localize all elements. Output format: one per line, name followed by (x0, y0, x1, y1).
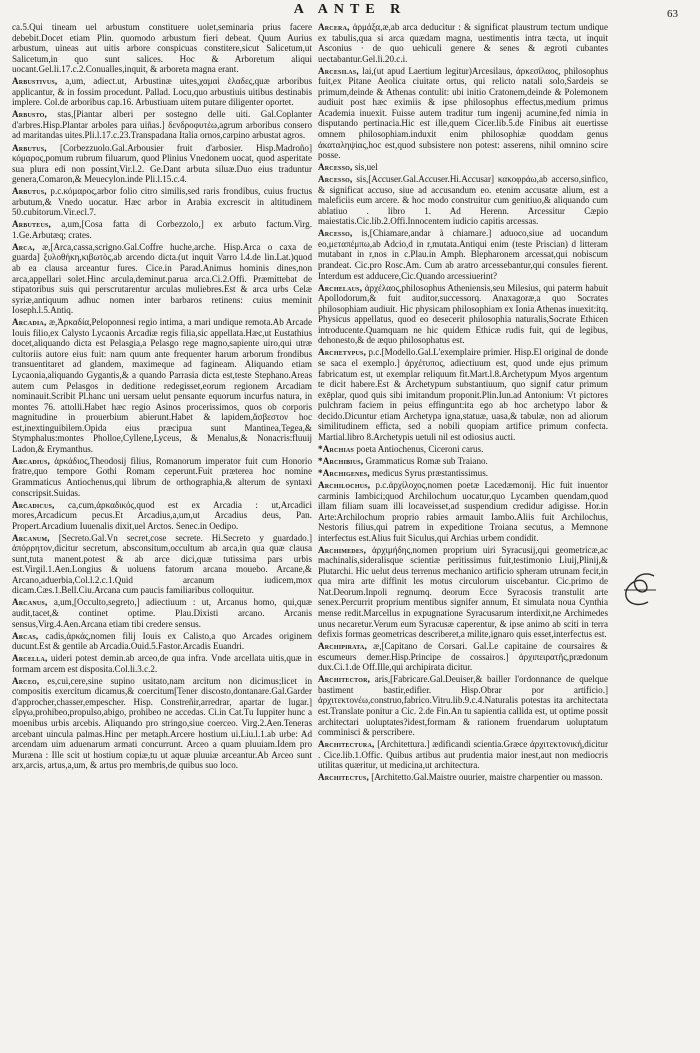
entry-headword: Arcesso, (318, 228, 353, 239)
dictionary-entry (12, 317, 312, 454)
dictionary-entry (12, 500, 312, 532)
entry-text: p.c.[Modello.Gal.L'exemplaire primier. Hisp.El original de donde se saca el exemplo.] ἀρχέτυπος, adiectiuum est, quod unde ejus primum fabricatum est, ut exemplar reliquum fit.Mart.l.8.Archetypum Myos argentum te dicit habere.Est & Archetypum substantiuum, quo signif catur primum exēplar, quod quis sibi imitandum proponit.Plin.Iun.ad Antonium: Vt pictores pulchram faciem in peius effingunt:ita ego ab hoc archetypo labor & decido.Dicuntur etiam Archetypa igna,statuæ, uasa,& tabulæ, non ad aliorum similitudinem efficta, sed a nobili quopiam artifice primum confecta. Martial.libro 8.Archetypis uetuli nil est odiosius aucti. (318, 347, 608, 442)
entry-text: ἁρμάξα,æ,ab arca deducitur : & significat plaustrum tectum undique ex tabulis,qua si arca quædam magna, uestimentis intra tæcta, ut inquit Asconius · de quo uehiculi genere & senes & ægroti cubantes uectabantur.Gel.li.20.c.i. (318, 22, 608, 64)
dictionary-entry (318, 772, 608, 783)
entry-headword: Architectus, (318, 772, 369, 783)
entry-headword: Archipirata, (318, 641, 368, 652)
entry-headword: Arbustivus, (12, 76, 58, 87)
entry-text: sis,uel (354, 162, 378, 173)
entry-text: ca,cum,ἀρκαδικός,quod est ex Arcadia : ut,Arcadici mores,Arcadicum pecus.Et Arcadius,a,um,ut Arcadius deus, Pan. Propert.Arcadium Iuuenalis dixit,uel Arctos. Senec.in Oedipo. (12, 499, 312, 531)
entry-text: [Secreto.Gal.Vn secret,cose secrete. Hi.Secreto y guardado.] ἀπόρρητον,dicitur secretum, absconsitum,occultum ab arca,in qua quæ clausa sunt,tuta manent.potest & ab arce dici,quæ tutissima pars urbis est.Virgil.1.Aen.Longius & uoluens fatorum arcana mouebo. Arcane,& Arcano,aduerbia,Col.l.2.c.1.Quid arcanum iudicem,mox dicam.Cæs.1.Bell.Ciu.Arcana cum paucis familiaribus colloquitur. (12, 532, 313, 596)
running-head: A ANTE R (293, 2, 407, 17)
dictionary-entry (318, 347, 608, 442)
dictionary-entry (12, 456, 312, 498)
dictionary-entry (318, 444, 608, 455)
entry-headword: *Archigenes, (318, 467, 370, 478)
entry-headword: Arcadicus, (12, 499, 55, 510)
entry-headword: Arcadius, (12, 455, 50, 466)
dictionary-entry (12, 676, 312, 771)
entry-headword: Architectura, (318, 739, 375, 750)
entry-text: cadis,ἀρκάς,nomen filij Iouis ex Calisto,a quo Arcades originem ducunt.Est & gentile ab Arcadia.Ouid.5.Fastor.Arcadis Euandri. (12, 630, 312, 652)
dictionary-entry (12, 631, 312, 652)
entry-text: ca.5.Qui tineam uel arbustum constituere uolet,seminaria prius facere debebit.Docet etiam Plin. quomodo arbustum fieri debeat. Quum Aurius arbustum, uineas aut uitis arbore conspicuas constitere,sicut Salicetum,ut Salicetum,in quo sunt salices. Hoc & Arboretum aliqui uocant.Gel.li.17.c.2.Conualles,inquit, & arboreta magna erant. (12, 22, 312, 75)
dictionary-entry (318, 468, 608, 479)
entry-headword: Architector, (318, 674, 371, 685)
entry-text: a,um, adiect.ut, Arbustinæ uites,χαμαὶ ἑλαδες,quæ arboribus applicantur, & in fossim procedunt. Pallad. Locu,quo arbustiuis uitibus destinabis implere. Col.de arboribus cap.16. Arbustiuam uitem putare diligenter oportet. (12, 76, 312, 108)
entry-text: [Corbezzuolo.Gal.Arbousier fruit d'arbosier. Hisp.Madroño] κόμαρος,pomum rubrum filuarum, quod Plinius Vnedonem uocat, quod asperitate sua plura edi non possint,Vir.l.2. Ge.Dant arbuta siluæ.Duo eius traduntur genera,Comaron,& Meuecylon.inde Pli.l.15.c.4. (12, 142, 313, 185)
entry-headword: Archilochus, (318, 479, 371, 490)
dictionary-entry (318, 641, 608, 673)
dictionary-entry (318, 456, 608, 467)
entry-headword: Arbusto, (12, 109, 48, 120)
dictionary-entry (12, 597, 312, 629)
dictionary-entry (318, 545, 608, 640)
entry-headword: Archimedes, (318, 544, 367, 555)
entry-text: ἀρχέλαος,philosophus Atheniensis,seu Milesius, qui paterm habuit Apollodorum,& fuit auditor,successorq. Anaxagoræ,a quo Socrates philosophiam audiuit. Hic physicam philosophiam ex Ionia Athenas inuexit:itq. Physicus appellatus, quod eo desecerit philosophia naturalis,Socrate Ethicen introducente.Quamquam ne hic quidem Ethicæ rudis fuit, qui de legibus, dehonesto,& de æquo philosophatus est. (318, 282, 608, 346)
dictionary-entry (318, 66, 608, 161)
entry-headword: *Archias (318, 443, 355, 454)
entry-headword: Arcera, (318, 22, 350, 32)
dictionary-entry (12, 219, 312, 240)
entry-headword: Arcesso, (318, 174, 353, 185)
entry-text: p.c.ἀρχίλοχος,nomen poetæ Lacedæmonij. Hic fuit inuentor carminis Iambici;quod Archilochum uocatur,quo Lycamben quendam,quod illam filiam suam illi locaveisset,ad suspendium credidur adigisse. Hor.in Arte:Archilochum proprio rabies armauit Iambo.Aliis fuit Archilochus, Nestoris filius,qui patrem in expeditione Troiana secutus, a Memnone interfectus est.Alius fuit Siculus,qui Archias urbem condidit. (318, 479, 608, 543)
left-column (12, 22, 312, 772)
handwritten-margin-mark (620, 568, 664, 612)
entry-text: [Architetto.Gal.Maistre ouurier, maistre charpentier ou masson. (371, 772, 603, 783)
dictionary-entry (318, 739, 608, 771)
entry-text: uideri potest demin.ab arceo,de qua infra. Vnde arcellata uitis,quæ in formam arcem est disposita.Col.li.3.c.2. (12, 653, 312, 674)
entry-headword: Arbutus, (12, 186, 47, 197)
entry-headword: Archetypus, (318, 347, 367, 358)
entry-headword: *Archibius, (318, 455, 364, 466)
entry-text: poeta Antiochenus, Ciceroni carus. (356, 443, 484, 454)
entry-text: medicus Syrus præstantissimus. (372, 467, 489, 478)
entry-headword: Arceo, (12, 675, 40, 686)
right-column (318, 22, 608, 784)
entry-headword: Arcanum, (12, 532, 50, 543)
entry-text: a,um,[Cosa fatta di Corbezzolo,] ex arbuto factum.Virg. 1.Ge.Arbutæq; crates. (12, 219, 312, 240)
entry-text: aris,[Fabricare.Gal.Deuiser,& bailler l'ordonnance de quelque bastiment bastir,edifier. Hisp.Obrar por artificio.] ἀρχιτεκτονέω,construo,fabrico.Vitru.lib.9.c.4.Naturalis potestas ita architectata est.Translate ponitur a Cic. 2.de Fin.An tu sapientia callida est, ut optime possit architectari uoluptates?idest,formam & rationem fruendarum uoluptatum comminisci & perscribere. (318, 674, 608, 738)
entry-headword: Arcadia, (12, 317, 47, 328)
entry-headword: Arcesilas, (318, 65, 359, 76)
dictionary-entry (318, 162, 608, 173)
entry-text: is,[Chiamare,andar à chiamare.] aduoco,siue ad uocandum eo,μεταπέμπω,ab Adcio,d in r,mutata.Antiqui enim (teste Priscian) d litteram mutabant in r,nos in c.Plau.in Amph. Blepharonem arcessat,qui nobiscum prandeat. Cic.pro Rosc.Am. Cum ab aratro arcessebantur,qui consules fierent. Interdum est adducere,Cic.Quando arcessiuerint? (318, 228, 608, 281)
entry-headword: Arbutus, (12, 142, 47, 153)
dictionary-entry (318, 283, 608, 346)
entry-text: æ,[Capitano de Corsari. Gal.Le capitaine de coursaires & escumeurs demer.Hisp.Principe de cossairos.] ἀρχιπειρατῆς,prædonum dux.Ci.1.de Off.Ille,qui archipirata dicitur. (318, 641, 608, 673)
entry-headword: Arcanus, (12, 597, 48, 608)
entry-text: sis,[Accuser.Gal.Accuser.Hi.Accusar] κακοφράω,ab accerso,sinfico, & significat accuso, siue ad accusandum eo. etenim accusatæ alium, est a maleficiis eum arcere. & hoc modo construitur cum genitiuo,& aliquando cum ablatiuo . libro 1. Ad Herenn. Arcessitur Cæpio maiestatis.Cic.lib.2.Offi.Innocentem iudicio capitis arcessas. (318, 174, 609, 227)
entry-text: Grammaticus Romæ sub Traiano. (365, 455, 488, 466)
dictionary-entry (12, 76, 312, 108)
dictionary-entry (12, 186, 312, 218)
dictionary-entry (12, 109, 312, 141)
entry-text: p.c.κόμαρος,arbor folio citro similis,sed raris frondibus, cuius fructus arbutum,& Vnedo uocatur. Hæc arbor in Arabia excrescit in altitudinem 50.cubitorum.Vir.ecl.7. (12, 186, 312, 218)
entry-text: ἀρκάδιος,Theodosij filius, Romanorum imperator fuit cum Honorio fratre,quo tempore Gothi Romam ceperunt.Fuit præterea hoc nomine Grammaticus Antiochenus,qui librum de orthographia,& alterum de syntaxi conscripsit.Suidas. (12, 455, 313, 498)
entry-text: es,cui,cere,sine supino usitato,nam arcitum non dicimus;licet in compositis exercitum dicamus,& coercitum[Tener discosto,dontanare.Gal.Garder d'approcher,chasser,empescher. Hisp. Constreñir,arredrar, apartar de lugar.] εἴργω,prohibeo,propulso,abigo, prohibeo ne accedas. Ci.in Cat.Tu Iuppiter hunc a moenibus urbis arcebis. Aliquando pro stringo,siue coerceo. Virg.2.Aen.Teneras arcebant uincula palmas.Hinc per metaph.Arcere hostium ui.Liu.l.1.ab urbe: Ad arcendam uim aduenarum armati concurrunt. Arceo a quam pluuiam.Idem pro Muræna : Ille scit ut hostium copiæ,tu ut aquæ pluuiæ arceantur.Ab Arceo sunt arx,arcis, artus,a,um, & artus pro membris,de quibus suo loco. (12, 675, 312, 771)
dictionary-entry (318, 480, 608, 543)
dictionary-entry (12, 22, 312, 75)
entry-text: æ,[Arca,cassa,scrigno.Gal.Coffre huche,arche. Hisp.Arca o caxa de guarda] ξυλοθήκη,κιβωτὸς,ab arcendo dicta.(ut inquit Varro l.4.de lin.Lat.)quod ab ea clausa arceantur fures. Cice.in Parad.Animus hominis dines,non arca,appellari solet.Hinc arcula,deminut.parua arca.Ci.2.Offi. Præmittebat de stipatoribus suis qui perscrutarentur arculas muliebres.Est & arca urbs Celæ syriæ,antiquum adhuc nomen inter barbaros retinens: cuius meminit Ioseph.l.5.Antiq. (12, 241, 312, 316)
entry-text: æ,Ἀρκαδία,Peloponnesi regio intima, a mari undique remota.Ab Arcade Iouis filio,ex Calysto Lycaonis Arcadiæ regis filia,sic appellata.Hæc,ut Eustathius docet,aliquando dicta est Pelasgia,a Pelasgo rege magno,sapiente uiro,qui utræ cultoriis autore eius fuit: nam quum ante frequenter harum arborum frondibus transuentitaret ad glandem, maximeque ad fagineam. Aliquando etiam Lycaonia,aliquando Gygantis,& a quando Parrasia dicta est,teste Stephano.Areas autem cum Pelasgos in deditione redegisset,eorum regionem Arcadiam nominauit.Scribit Pl.hanc uni uersam uelut pensante equorum incurfus natura, in montes 76. attolli.Habet hæc regio Asinos procerissimos, quos ob corporis magnitudine in prouerbium abierunt.Habet & lapidem,ἄσβεστον hoc est,inextinguibilem.Opida eius præcipua sunt Mantinea,Tegea,& Stymphalus:montes Pholloe,Cyllene,Lyceus, & Menalus,& Nonacris:fluuij Ladon,& Erymanthus. (12, 317, 312, 454)
entry-text: stas,[Piantar alberi per sostegno delle uiti. Gal.Coplanter d'arbres.Hisp.Plantar arboles para uiñas.] δενδροφυτέω,agrum arboribus consero ad maritandas uites.Pli.l.17.c.23.Transpadana Italia ornos,carpino arbustat agros. (12, 109, 312, 141)
dictionary-entry (318, 228, 608, 281)
entry-text: a,um,[Occulto,segreto,] adiectiuum : ut, Arcanus homo, qui,quæ audit,tacet,& continet optime. Plau.Dixisti arcano. Arcanis sensus,Virg.4.Aen.Arcana etiam tibi credere sensus. (12, 597, 312, 629)
entry-headword: Arbuteus, (12, 219, 51, 230)
entry-text: lai,(ut apud Laertium legitur)Arcesilaus, ἀρκεσίλαος, philosophus fuit,ex Pitane Aeolica ciuitate ortus, qui relicto natali solo,Sardeis se primum,deinde & Athenas contulit: ubi initio Cratonem,deinde & Polemonem audiuit post hæc eximiis & ipse philosophus effectus,medium primus Academia inuexit. Fuisse autem traditur tum ingenij acumine,fed nimia in disputando pertinacia.Hic est ille,quem Cicer.lib.5.de Finibus ait euertisse omnem philosophiam.induxit enim philosophiæ quoddam genus ἀκαταληψίας,hoc est,quod subsistere non potest: asserens, nihil omnino scire posse. (318, 65, 608, 161)
entry-text: [Architettura.] ædificandi scientia.Græce ἀρχιτεκτονική,dicitur . Cice.lib.1.Offic. Quibus artibus aut prudentia maior inest,aut non mediocris utilitas quæritur, ut medicina,ut architectura. (318, 739, 608, 771)
dictionary-entry (318, 22, 608, 64)
dictionary-entry (12, 242, 312, 316)
entry-headword: Arcella, (12, 653, 48, 664)
entry-headword: Arca, (12, 241, 35, 252)
entry-headword: Archelaus, (318, 282, 363, 293)
dictionary-entry (12, 653, 312, 674)
dictionary-entry (12, 533, 312, 596)
dictionary-entry (318, 174, 608, 227)
entry-headword: Arcas, (12, 630, 39, 641)
entry-headword: Arcesso, (318, 162, 353, 173)
dictionary-entry (12, 143, 312, 185)
entry-text: ἀρχιμήδης,nomen proprium uiri Syracusij,qui geometricæ,ac machinalis,sideralisque scientiæ peritissimus fuit,testimonio Liuij,Plinij,& Plutarchi. Hic uelut deus terrenus mechanico artificio spheram utrunam fecit,in qua mira arte diffinit les motus circulorum uiscebantur. Cic.primo de Nat.Deorum.Inpoli regnumq. deorum Ecce Syracosis transtulit arte senex.Percurrit proprium mentibus signifer annum, Et simulata noua Cynthia mense redit.Marcellus in expugnatione Syracusarum interdixit,ne Archimedes unus necaretur.Verum eum Syracusæ caperentur, & ipse animo ab sciti in terra defixis formas geometricas describeret,a milite,ignaro quis esset,interfectus est. (318, 544, 608, 640)
dictionary-entry (318, 674, 608, 737)
page-number: 63 (667, 8, 678, 20)
